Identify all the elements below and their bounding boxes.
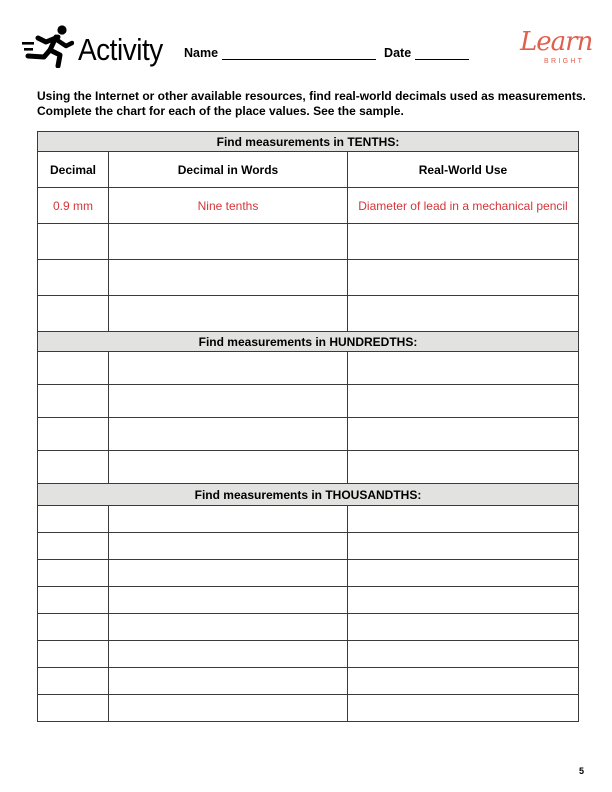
answer-cell[interactable] <box>109 533 348 560</box>
answer-cell[interactable] <box>109 506 348 533</box>
table-row <box>38 506 579 533</box>
answer-cell[interactable] <box>109 352 348 385</box>
instruction-line-1: Using the Internet or other available resources, find real-world decimals used as measurements. <box>37 89 586 103</box>
answer-cell[interactable] <box>38 224 109 260</box>
answer-cell[interactable] <box>38 668 109 695</box>
answer-cell[interactable] <box>348 533 579 560</box>
section-title-thousandths: Find measurements in THOUSANDTHS: <box>38 484 579 506</box>
answer-cell[interactable] <box>38 641 109 668</box>
name-field-line[interactable] <box>222 46 376 60</box>
instructions <box>37 89 586 119</box>
logo-text: Learn <box>520 27 593 57</box>
answer-cell[interactable] <box>348 418 579 451</box>
section-header-tenths <box>38 132 579 152</box>
measurement-chart <box>37 131 579 722</box>
answer-cell[interactable] <box>348 385 579 418</box>
answer-cell[interactable] <box>38 451 109 484</box>
sample-row <box>38 188 579 224</box>
answer-cell[interactable] <box>348 352 579 385</box>
sample-words: Nine tenths <box>109 188 348 224</box>
section-title-hundredths: Find measurements in HUNDREDTHS: <box>38 332 579 352</box>
date-field-line[interactable] <box>415 46 469 60</box>
answer-cell[interactable] <box>348 451 579 484</box>
answer-cell[interactable] <box>109 668 348 695</box>
answer-cell[interactable] <box>109 695 348 722</box>
answer-cell[interactable] <box>38 352 109 385</box>
page-number: 5 <box>579 766 585 776</box>
answer-cell[interactable] <box>38 560 109 587</box>
answer-cell[interactable] <box>348 587 579 614</box>
answer-cell[interactable] <box>38 260 109 296</box>
sample-use: Diameter of lead in a mechanical pencil <box>348 188 579 224</box>
answer-cell[interactable] <box>38 695 109 722</box>
column-header-words: Decimal in Words <box>109 152 348 188</box>
answer-cell[interactable] <box>348 695 579 722</box>
table-row <box>38 418 579 451</box>
answer-cell[interactable] <box>109 451 348 484</box>
table-row <box>38 614 579 641</box>
logo-subtext: BRIGHT <box>544 58 585 65</box>
answer-cell[interactable] <box>348 614 579 641</box>
answer-cell[interactable] <box>109 296 348 332</box>
instruction-line-2: Complete the chart for each of the place values. See the sample. <box>37 104 404 118</box>
table-row <box>38 352 579 385</box>
answer-cell[interactable] <box>38 385 109 418</box>
page-header <box>0 0 612 80</box>
section-header-hundredths <box>38 332 579 352</box>
column-header-decimal: Decimal <box>38 152 109 188</box>
answer-cell[interactable] <box>109 260 348 296</box>
answer-cell[interactable] <box>38 533 109 560</box>
table-row <box>38 641 579 668</box>
answer-cell[interactable] <box>38 587 109 614</box>
answer-cell[interactable] <box>38 296 109 332</box>
answer-cell[interactable] <box>109 418 348 451</box>
running-person-icon <box>22 24 74 68</box>
table-row <box>38 260 579 296</box>
answer-cell[interactable] <box>38 418 109 451</box>
answer-cell[interactable] <box>109 587 348 614</box>
answer-cell[interactable] <box>348 560 579 587</box>
answer-cell[interactable] <box>38 614 109 641</box>
table-row <box>38 296 579 332</box>
column-header-row <box>38 152 579 188</box>
table-row <box>38 385 579 418</box>
learn-bright-logo <box>514 27 594 71</box>
table-row <box>38 560 579 587</box>
table-row <box>38 224 579 260</box>
sample-decimal: 0.9 mm <box>38 188 109 224</box>
section-title-tenths: Find measurements in TENTHS: <box>38 132 579 152</box>
answer-cell[interactable] <box>348 260 579 296</box>
answer-cell[interactable] <box>109 614 348 641</box>
answer-cell[interactable] <box>109 560 348 587</box>
table-row <box>38 695 579 722</box>
answer-cell[interactable] <box>348 296 579 332</box>
answer-cell[interactable] <box>109 224 348 260</box>
column-header-use: Real-World Use <box>348 152 579 188</box>
section-header-thousandths <box>38 484 579 506</box>
name-date-fields <box>184 46 469 60</box>
table-row <box>38 451 579 484</box>
answer-cell[interactable] <box>348 224 579 260</box>
answer-cell[interactable] <box>348 668 579 695</box>
date-label: Date <box>384 46 412 60</box>
answer-cell[interactable] <box>348 641 579 668</box>
table-row <box>38 587 579 614</box>
name-label: Name <box>184 46 219 60</box>
page-title: Activity <box>78 32 163 67</box>
answer-cell[interactable] <box>109 385 348 418</box>
table-row <box>38 668 579 695</box>
table-row <box>38 533 579 560</box>
answer-cell[interactable] <box>38 506 109 533</box>
answer-cell[interactable] <box>348 506 579 533</box>
answer-cell[interactable] <box>109 641 348 668</box>
